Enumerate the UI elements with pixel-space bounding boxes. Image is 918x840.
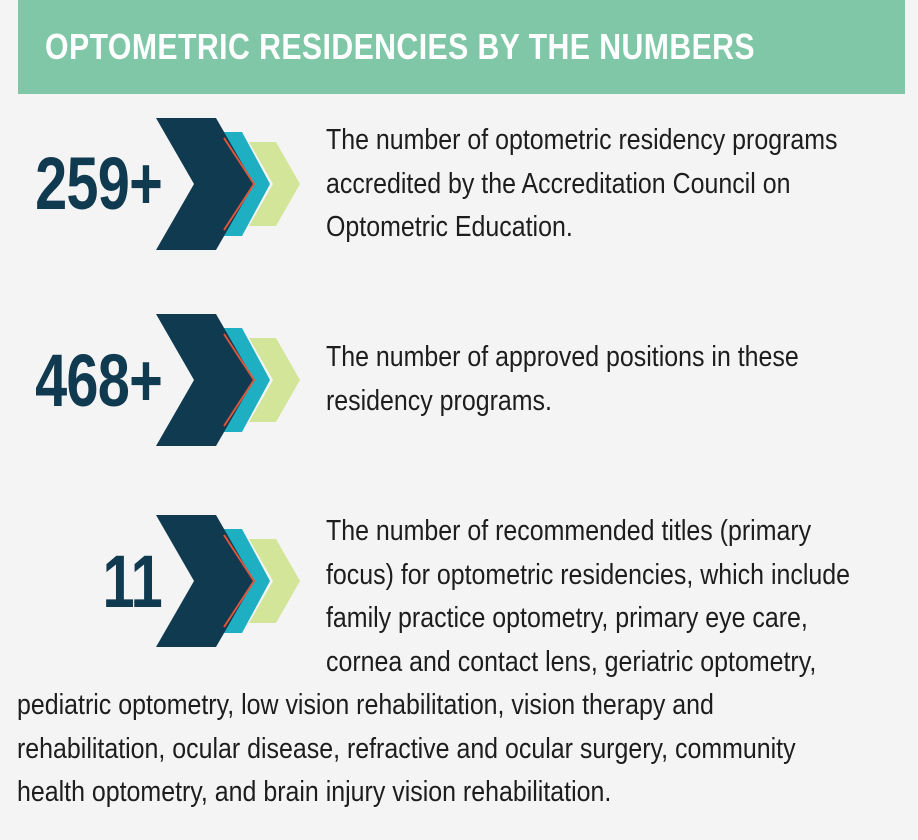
description-line: accredited by the Accreditation Council on: [326, 167, 791, 200]
description-line: cornea and contact lens, geriatric optometry,: [326, 645, 817, 678]
header-banner: [18, 0, 905, 94]
chevron-arrows-icon: [154, 314, 304, 446]
page-title: OPTOMETRIC RESIDENCIES BY THE NUMBERS: [45, 26, 756, 67]
description-line: Optometric Education.: [326, 211, 573, 243]
description-line: pediatric optometry, low vision rehabilitation, vision therapy and: [17, 689, 714, 721]
chevron-arrows-icon: [154, 118, 304, 250]
description-line: family practice optometry, primary eye care,: [326, 602, 808, 634]
description-line: residency programs.: [326, 384, 552, 417]
stat-value-positions: 468+: [35, 339, 163, 422]
description-line: The number of approved positions in these: [326, 341, 799, 373]
stat-value-titles: 11: [102, 540, 162, 623]
description-line: health optometry, and brain injury vision rehabilitation.: [17, 776, 612, 808]
description-line: The number of optometric residency programs: [326, 124, 838, 156]
chevron-arrows-icon: [154, 515, 304, 647]
description-line: focus) for optometric residencies, which include: [326, 558, 850, 591]
description-line: The number of recommended titles (primary: [326, 515, 812, 547]
stat-value-programs: 259+: [35, 142, 163, 225]
description-line: rehabilitation, ocular disease, refractive and ocular surgery, community: [17, 732, 796, 765]
